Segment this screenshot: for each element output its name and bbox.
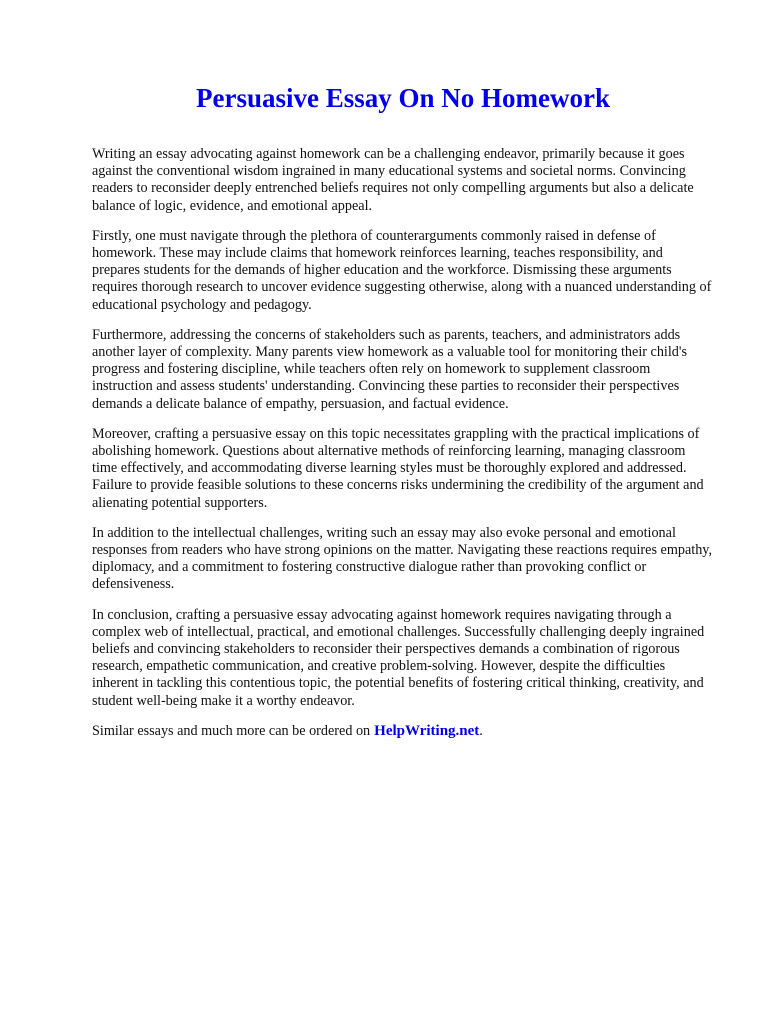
paragraph-3: Furthermore, addressing the concerns of stakeholders such as parents, teachers, and administrators adds another layer of complexity. Many parents view homework as a valuable tool for monitoring their child's progress and fostering discipline, while teachers often rely on homework to supplement classroom instruction and assess students' understanding. Convincing these parties to reconsider their perspectives demands a delicate balance of empathy, persuasion, and factual evidence. [92, 326, 687, 412]
footer-prefix: Similar essays and much more can be ordered on [92, 722, 371, 739]
paragraph-5: In addition to the intellectual challenges, writing such an essay may also evoke personal and emotional responses from readers who have strong opinions on the matter. Navigating these reactions requires empathy, diplomacy, and a commitment to fostering constructive dialogue rather than provoking conflict or defensiveness. [92, 524, 713, 593]
helpwriting-link[interactable]: HelpWriting.net [374, 722, 480, 739]
essay-body [92, 146, 714, 740]
paragraph-6: In conclusion, crafting a persuasive essay advocating against homework requires navigating through a complex web of intellectual, practical, and emotional challenges. Successfully challenging deeply ingrained beliefs and convincing stakeholders to reconsider their perspectives demands a combination of rigorous research, empathetic communication, and creative problem-solving. However, despite the difficulties inherent in tackling this contentious topic, the potential benefits of fostering critical thinking, creativity, and student well-being make it a worthy endeavor. [92, 606, 705, 709]
paragraph-4: Moreover, crafting a persuasive essay on this topic necessitates grappling with the practical implications of abolishing homework. Questions about alternative methods of reinforcing learning, managing classroom time effectively, and accommodating diverse learning styles must be thoroughly explored and addressed. Failure to provide feasible solutions to these concerns risks undermining the credibility of the argument and alienating potential supporters. [92, 425, 704, 511]
footer-suffix: . [479, 722, 483, 739]
page-title: Persuasive Essay On No Homework [196, 83, 610, 113]
footer-line [92, 723, 714, 740]
paragraph-2: Firstly, one must navigate through the plethora of counterarguments commonly raised in defense of homework. These may include claims that homework reinforces learning, teaches responsibility, and prepares students for the demands of higher education and the workforce. Dismissing these arguments requires thorough research to uncover evidence suggesting otherwise, along with a nuanced understanding of educational psychology and pedagogy. [92, 227, 712, 313]
paragraph-1: Writing an essay advocating against homework can be a challenging endeavor, primarily because it goes against the conventional wisdom ingrained in many educational systems and societal norms. Convincing readers to reconsider deeply entrenched beliefs requires not only compelling arguments but also a delicate balance of logic, evidence, and emotional appeal. [92, 146, 694, 214]
